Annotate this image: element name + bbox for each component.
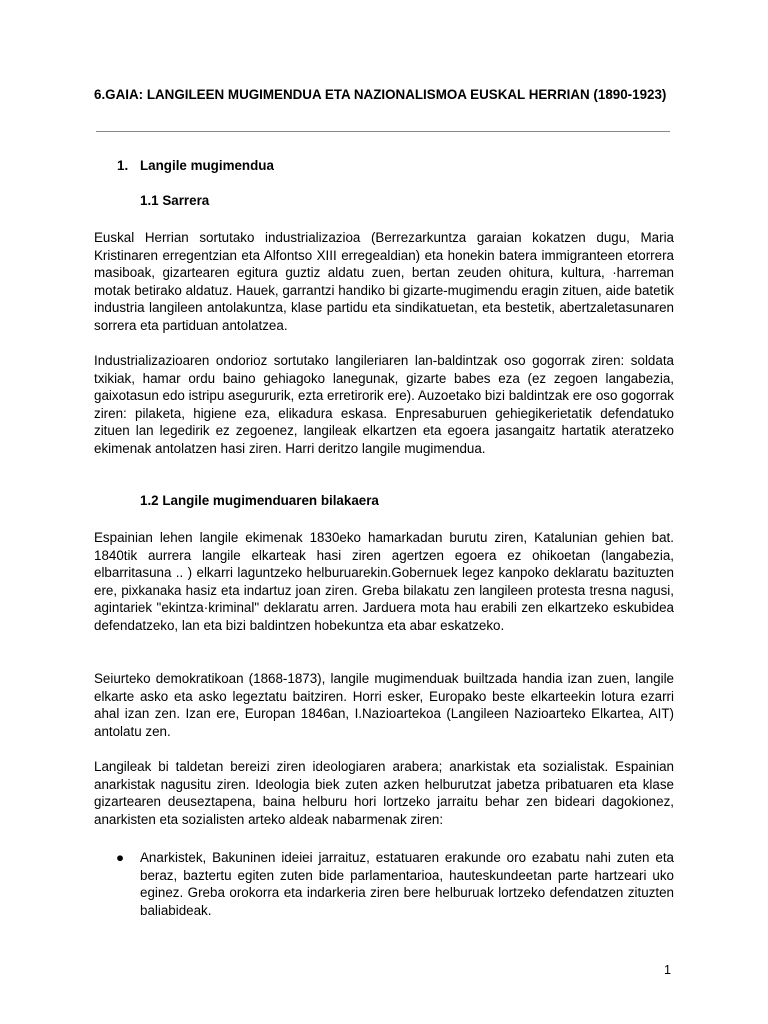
title-divider <box>96 131 670 132</box>
bullet-text: Anarkistek, Bakuninen ideiei jarraituz, estatuaren erakunde oro ezabatu nahi zuten eta beraz, baztertu egiten zuten bide parlamentarioa, hauteskundeetan parte hartzeari uko eginez. Greba orokorra eta indarkeria ziren bere helburuak lortzeko defendatzen zituzten baliabideak. <box>140 850 674 918</box>
subsection-heading-1-2: 1.2 Langile mugimenduaren bilakaera <box>140 493 379 508</box>
section-title: Langile mugimendua <box>140 158 274 173</box>
section-number: 1. <box>117 158 129 173</box>
subsection-heading-1-1: 1.1 Sarrera <box>140 193 210 208</box>
section-heading-1 <box>117 157 274 175</box>
bullet-icon: ● <box>116 850 125 865</box>
list-item <box>94 849 674 919</box>
bullet-list <box>94 849 674 919</box>
paragraph-bilakaera-2: Seiurteko demokratikoan (1868-1873), langile mugimenduak builtzada handia izan zuen, langile elkarte asko eta asko legeztatu baitziren. Horri esker, Europako beste elkarteekin lotura ezarri ahal izan zen. Izan ere, Europan 1846an, I.Nazioartekoa (Langileen Nazioarteko Elkartea, AIT) antolatu zen. <box>94 671 674 739</box>
document-title: 6.GAIA: LANGILEEN MUGIMENDUA ETA NAZIONALISMOA EUSKAL HERRIAN (1890-1923) <box>94 87 667 102</box>
paragraph-sarrera-1: Euskal Herrian sortutako industrializazioa (Berrezarkuntza garaian kokatzen dugu, Maria Kristinaren erregentzian eta Alfontso XIII erregealdian) eta honekin batera immigranteen etorrera masiboak, gizartearen egitura guztiz aldatu zuen, bertan zeuden ohitura, kultura, ·harreman motak betirako aldatuz. Hauek, garrantzi handiko bi gizarte-mugimendu eragin zituen, aide batetik industria langileen antolakuntza, klase partidu eta sindikatuetan, eta bestetik, abertzaletasunaren sorrera eta partiduan antolatzea. <box>94 230 674 333</box>
page-number: 1 <box>664 963 671 977</box>
paragraph-sarrera-2: Industrializazioaren ondorioz sortutako langileriaren lan-baldintzak oso gogorrak ziren: soldata txikiak, hamar ordu baino gehiagoko lanegunak, gizarte babes eza (ez zegoen langabezia, gaixotasun edo istripu asegururik, ezta erretirorik ere). Auzoetako bizi baldintzak ere oso gogorrak ziren: pilaketa, higiene eza, elikadura eskasa. Enpresaburuen gehiegikerietatik defendatuko zituen lan legedirik ez zegoenez, langileak elkartzen eta egoera jasangaitz hartatik ateratzeko ekimenak antolatzen hasi ziren. Harri deritzo langile mugimendua. <box>94 353 674 456</box>
paragraph-bilakaera-1: Espainian lehen langile ekimenak 1830eko hamarkadan burutu ziren, Katalunian gehien bat. 1840tik aurrera langile elkarteak hasi ziren agertzen egoera ez ohikoetan (langabezia, elbarritasuna .. ) elkarri laguntzeko helburuarekin.Gobernuek legez kanpoko deklaratu bazituzten ere, pixkanaka hasiz eta indartuz joan ziren. Greba bilakatu zen langileen protesta tresna nagusi, agintariek "ekintza·kriminal" deklaratu arren. Jarduera mota hau erabili zen elkartzeko eskubidea defendatzeko, lan eta bizi baldintzen hobekuntza eta abar eskatzeko. <box>94 530 674 633</box>
paragraph-bilakaera-3: Langileak bi taldetan bereizi ziren ideologiaren arabera; anarkistak eta sozialistak. Espainian anarkistak nagusitu ziren. Ideologia biek zuten azken helburutzat jabetza pribatuaren eta klase gizartearen deuseztapena, baina helburu hori lortzeko jarraitu behar zen bideari dagokionez, anarkisten eta sozialisten arteko aldeak nabarmenak ziren: <box>94 759 674 827</box>
